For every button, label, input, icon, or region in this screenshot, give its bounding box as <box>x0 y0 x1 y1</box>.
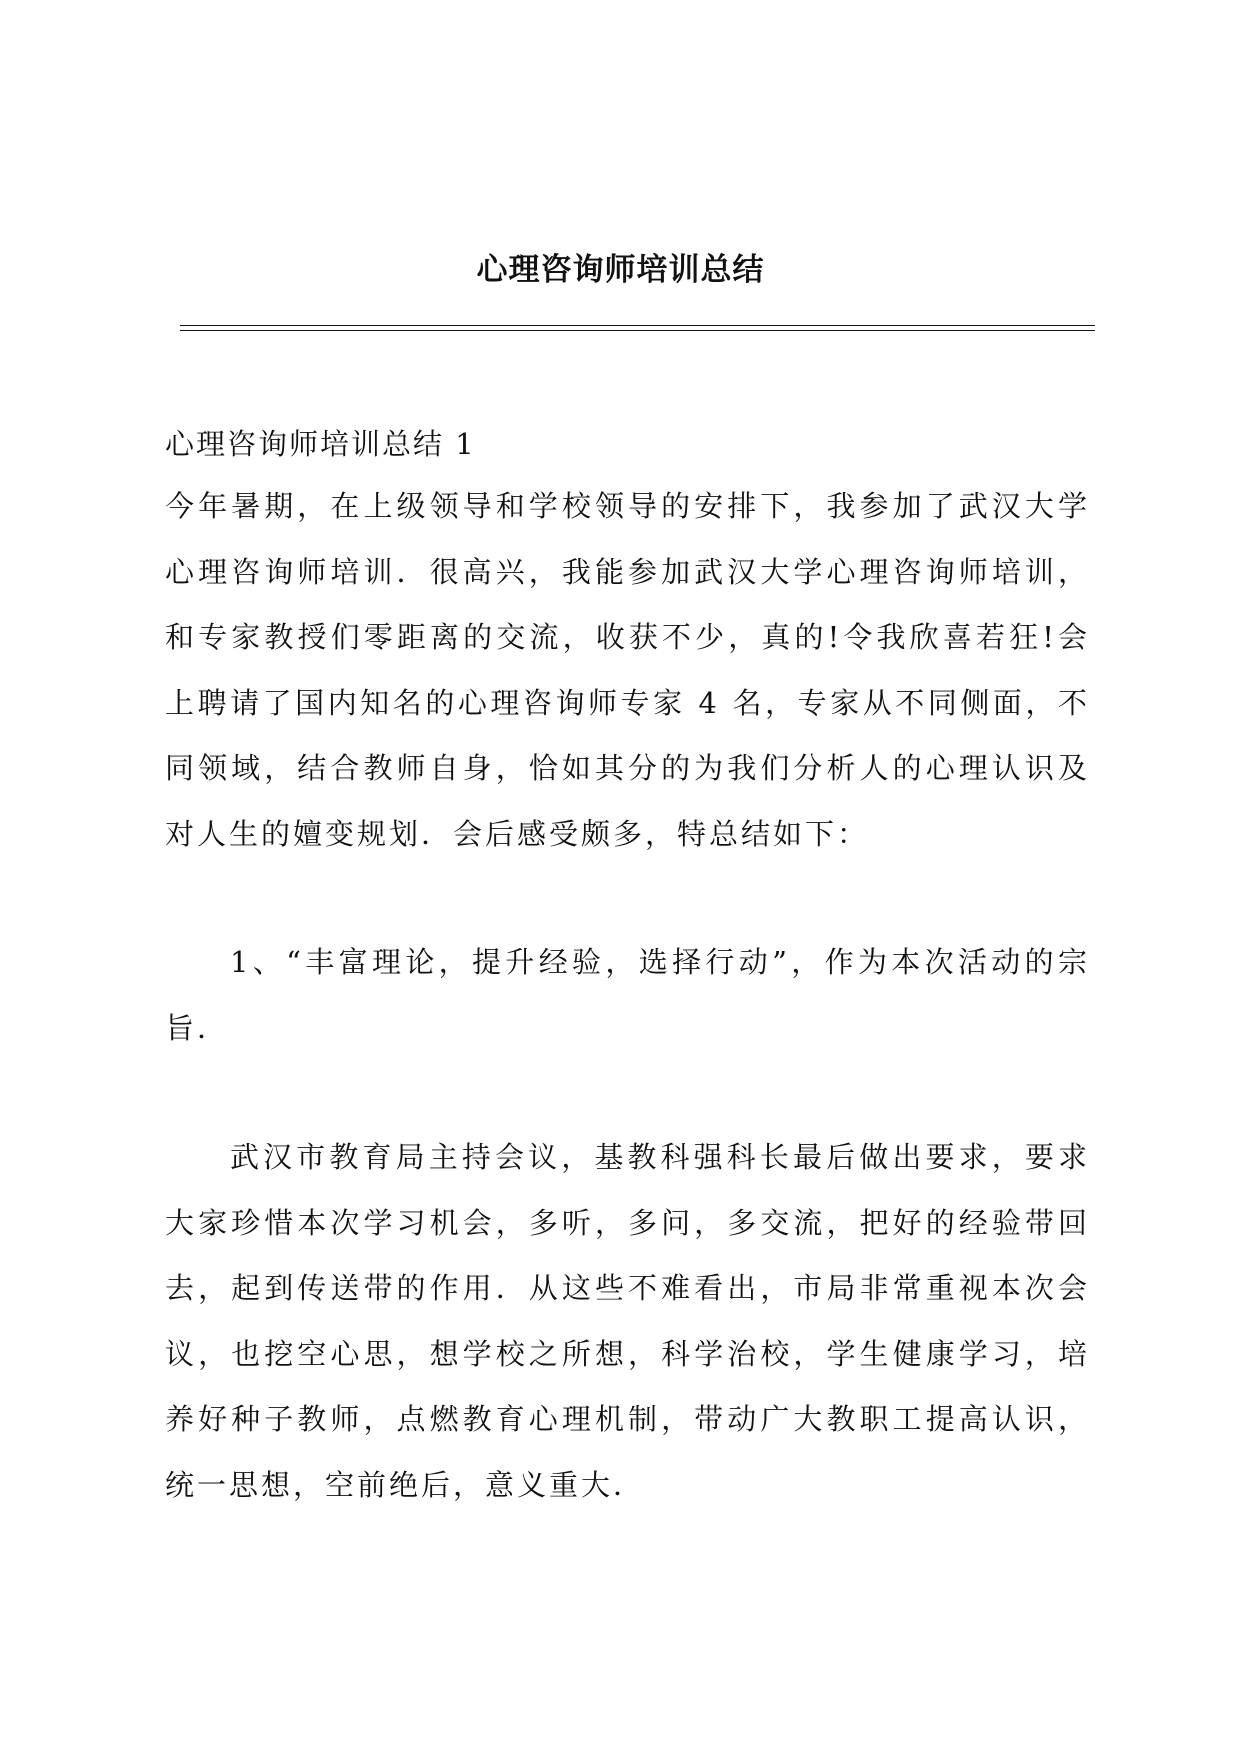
page-title: 心理咨询师培训总结 <box>476 252 765 288</box>
body-paragraph-2: 武汉市教育局主持会议，基教科强科长最后做出要求，要求大家珍惜本次学习机会，多听，多问，多交流，把好的经验带回去，起到传送带的作用．从这些不难看出，市局非常重视本次会议，也挖空心思，想学校之所想，科学治校，学生健康学习，培养好种子教师，点燃教育心理机制，带动广大教职工提高认识，统一思想，空前绝后，意义重大． <box>165 1140 1090 1502</box>
section-heading: 心理咨询师培训总结 1 <box>165 427 476 461</box>
numbered-item-1: 1、“丰富理论，提升经验，选择行动”，作为本次活动的宗旨． <box>165 945 1090 1045</box>
title-double-rule <box>180 325 1095 331</box>
intro-paragraph: 今年暑期，在上级领导和学校领导的安排下，我参加了武汉大学心理咨询师培训．很高兴，我能参加武汉大学心理咨询师培训，和专家教授们零距离的交流，收获不少，真的!令我欣喜若狂!会上聘请了国内知名的心理咨询师专家 4 名，专家从不同侧面，不同领域，结合教师自身，恰如其分的为我们分析人的心理认识及对人生的嬗变规划．会后感受颇多，特总结如下： <box>165 489 1090 851</box>
